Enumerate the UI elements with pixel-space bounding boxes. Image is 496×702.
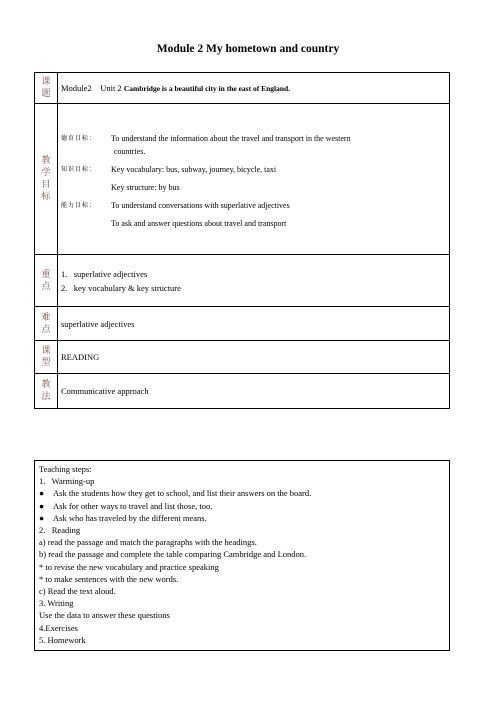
list-item: Use the data to answer these questions: [39, 610, 170, 621]
objectives-cell: [58, 104, 450, 255]
step-reading: 2. Reading: [39, 525, 81, 536]
bullet-icon: ●: [39, 500, 45, 511]
list-item: * to make sentences with the new words.: [39, 573, 179, 584]
list-item: ● Ask for other ways to travel and list those, too.: [39, 500, 213, 511]
lesson-type-label: 课 型: [35, 341, 58, 374]
knowledge-objective: Key vocabulary: bus, subway, journey, bicycle, taxi: [111, 165, 277, 174]
list-item: * to revise the new vocabulary and practice speaking: [39, 561, 219, 572]
list-item: ● Ask the students how they get to school, and list their answers on the board.: [39, 488, 312, 499]
teaching-method-label: 教 法: [35, 374, 58, 409]
list-item: a) read the passage and match the paragraphs with the headings.: [39, 537, 257, 548]
bullet-icon: ●: [39, 512, 45, 523]
ability-objective-cont: To ask and answer questions about travel and transport: [111, 219, 287, 228]
key-point: 2. key vocabulary & key structure: [61, 282, 181, 293]
teaching-steps-table: [34, 460, 450, 651]
key-point: 1. superlative adjectives: [61, 268, 148, 279]
difficult-points-label: 难 点: [35, 307, 58, 341]
moral-objective: To understand the information about the travel and transport in the western: [111, 134, 351, 143]
teaching-steps-cell: [35, 461, 450, 651]
knowledge-objective-tag: 知识目标：: [61, 166, 97, 173]
key-points-label: 重 点: [35, 255, 58, 307]
objectives-label: 教 学 目 标: [35, 104, 58, 255]
difficult-points-cell: superlative adjectives: [58, 307, 450, 341]
moral-objective-tag: 德育目标：: [61, 135, 97, 142]
key-points-cell: [58, 255, 450, 307]
page-title: Module 2 My hometown and country: [156, 43, 340, 55]
teaching-method-cell: Communicative approach: [58, 374, 450, 409]
list-item: c) Read the text aloud.: [39, 586, 116, 597]
list-item: ● Ask who has traveled by the different means.: [39, 512, 207, 523]
moral-objective-cont: countries.: [114, 147, 146, 156]
step-warming-up: 1. Warming-up: [39, 476, 95, 487]
list-item: 3. Writing: [39, 598, 74, 609]
steps-heading: Teaching steps:: [39, 464, 92, 474]
bullet-icon: ●: [39, 488, 45, 499]
list-item: b) read the passage and complete the table comparing Cambridge and London.: [39, 549, 307, 560]
list-item: 4.Exercises: [39, 622, 78, 633]
ability-objective: To understand conversations with superlative adjectives: [111, 201, 290, 210]
list-item: 5. Homework: [39, 634, 86, 645]
knowledge-objective-cont: Key structure: by bus: [111, 183, 180, 192]
topic-cell: Module2 Unit 2 Cambridge is a beautiful city in the east of England.: [58, 73, 450, 104]
lesson-type-cell: READING: [58, 341, 450, 374]
lesson-plan-table: [34, 72, 450, 409]
ability-objective-tag: 能力目标：: [61, 202, 97, 209]
topic-label: 课 题: [35, 73, 58, 104]
